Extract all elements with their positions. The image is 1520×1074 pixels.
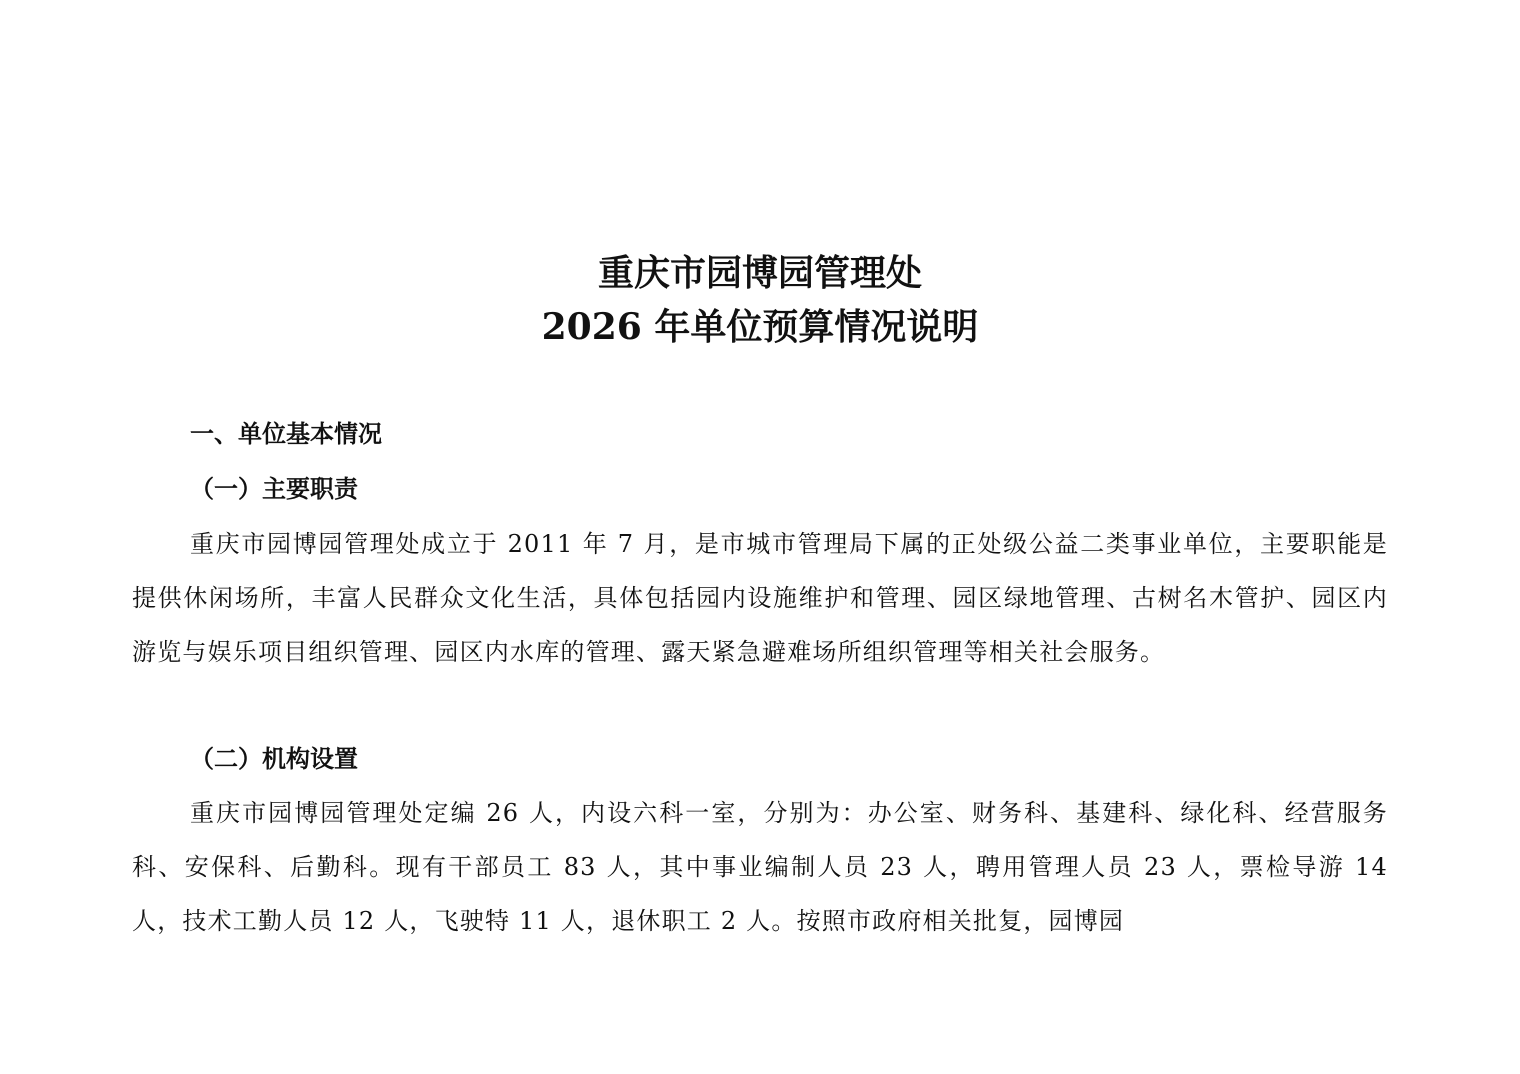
subsection-heading-organization: （二）机构设置 [190,744,358,773]
title-line-subject: 2026 年单位预算情况说明 [541,306,979,348]
title-line-organization: 重庆市园博园管理处 [597,252,922,294]
subsection-heading-responsibilities: （一）主要职责 [190,474,358,503]
section-heading-basic-info: 一、单位基本情况 [190,420,382,448]
paragraph-organization: 重庆市园博园管理处定编 26 人，内设六科一室，分别为：办公室、财务科、基建科、绿化科、经营服务科、安保科、后勤科。现有干部员工 83 人，其中事业编制人员 23 人，聘用管理人员 23 人，票检导游 14 人，技术工勤人员 12 人，飞驶特 11 人，退休职工 2 人。按照市政府相关批复，园博园 [132,799,1388,935]
paragraph-responsibilities: 重庆市园博园管理处成立于 2011 年 7 月，是市城市管理局下属的正处级公益二类事业单位，主要职能是提供休闲场所，丰富人民群众文化生活，具体包括园内设施维护和管理、园区绿地管理、古树名木管护、园区内游览与娱乐项目组织管理、园区内水库的管理、露天紧急避难场所组织管理等相关社会服务。 [132,530,1388,666]
document-title [0,246,1520,354]
